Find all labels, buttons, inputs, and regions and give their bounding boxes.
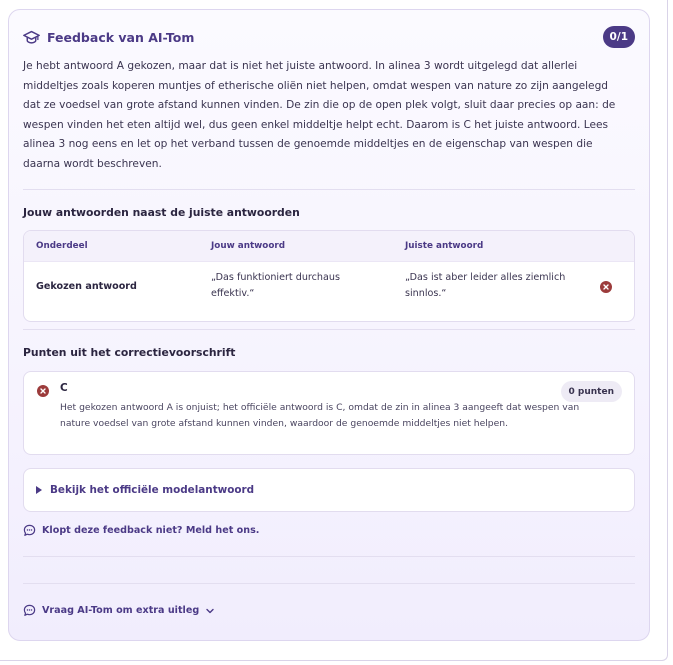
scheme-explanation: Het gekozen antwoord A is onjuist; het officiële antwoord is C, omdat de zin in alinea 3 aangeeft dat wespen van nature voedsel van grote afstand kunnen vinden, waardoor de genoemde middeltjes niet helpen. — [60, 402, 580, 429]
comparison-table — [23, 230, 635, 322]
x-circle-icon — [600, 281, 612, 293]
cell-part: Gekozen antwoord — [36, 281, 137, 292]
score-badge: 0/1 — [603, 26, 635, 48]
comparison-title: Jouw antwoorden naast de juiste antwoorden — [23, 206, 300, 219]
chevron-down-icon — [205, 606, 215, 616]
feedback-header — [23, 25, 635, 49]
chat-bubble-icon — [23, 604, 36, 617]
x-circle-icon — [37, 385, 49, 397]
column-header-correct: Juiste antwoord — [405, 241, 484, 251]
feedback-title: Feedback van AI-Tom — [47, 29, 195, 45]
feedback-card — [8, 9, 650, 641]
model-answer-label: Bekijk het officiële modelantwoord — [50, 484, 255, 496]
table-row — [24, 262, 634, 322]
divider — [23, 189, 635, 190]
cell-your-answer: „Das funktioniert durchaus effektiv.“ — [211, 272, 340, 299]
cell-correct-answer: „Das ist aber leider alles ziemlich sinnlos.“ — [405, 272, 566, 299]
report-feedback-label: Klopt deze feedback niet? Meld het ons. — [42, 525, 260, 536]
ask-ai-tom-label: Vraag AI-Tom om extra uitleg — [42, 605, 200, 616]
points-badge: 0 punten — [561, 381, 622, 402]
table-header — [24, 231, 634, 262]
column-header-yours: Jouw antwoord — [211, 241, 286, 251]
column-header-part: Onderdeel — [36, 241, 88, 251]
ask-ai-tom-button[interactable] — [23, 604, 215, 617]
divider — [23, 329, 635, 330]
caret-right-icon — [36, 486, 42, 494]
divider — [23, 556, 635, 557]
scheme-item — [23, 371, 635, 455]
model-answer-toggle[interactable] — [23, 468, 635, 512]
graduation-cap-icon — [23, 29, 40, 46]
report-feedback-link[interactable] — [23, 524, 259, 537]
chat-bubble-icon — [23, 524, 36, 537]
feedback-text: Je hebt antwoord A gekozen, maar dat is niet het juiste antwoord. In alinea 3 wordt uitgelegd dat allerlei middeltjes zoals koperen muntjes of etherische oliën niet helpen, omdat wespen van nature zo zijn aangelegd dat ze voedsel van grote afstand kunnen vinden. De zin die op de open plek volgt, sluit daar precies op aan: de wespen vinden het eten altijd wel, dus geen enkel middeltje helpt echt. Daarom is C het juiste antwoord. Lees alinea 3 nog eens en let op het verband tussen de genoemde middeltjes en de eigenschap van wespen die daarna wordt beschreven. — [23, 60, 616, 170]
scheme-title: Punten uit het correctievoorschrift — [23, 346, 236, 359]
divider — [23, 583, 635, 584]
scheme-answer-letter: C — [60, 382, 68, 394]
